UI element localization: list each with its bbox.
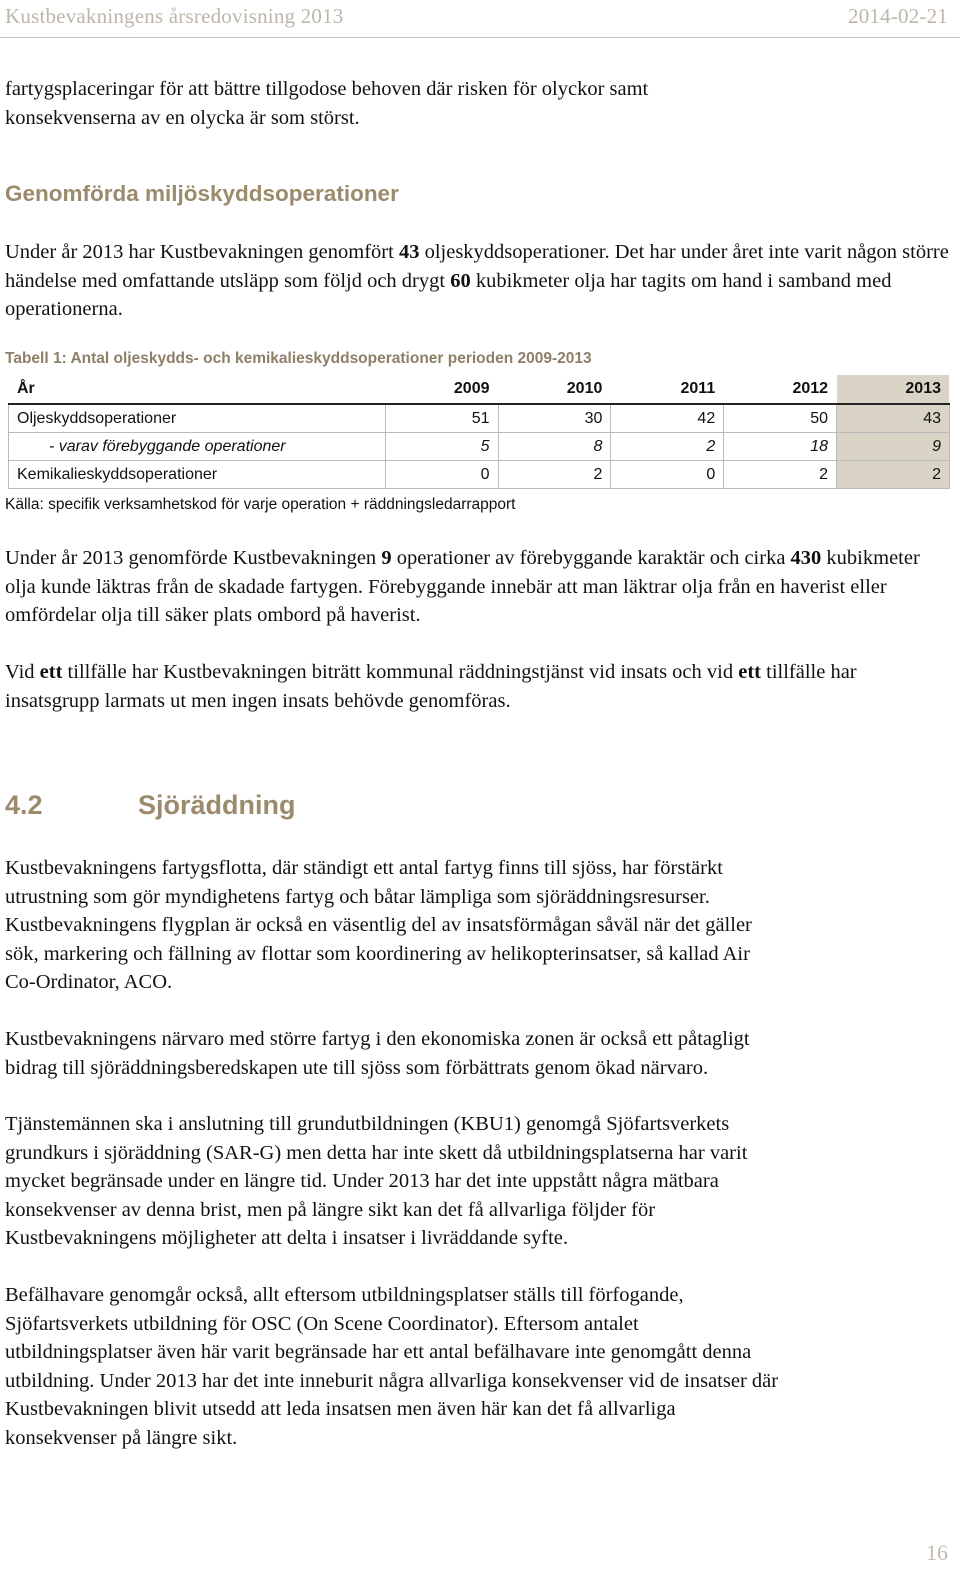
table-row <box>9 433 950 461</box>
section-heading: Genomförda miljöskyddsoperationer <box>5 181 399 206</box>
header-date: 2014-02-21 <box>848 4 948 28</box>
intro-line: konsekvenserna av en olycka är som störst. <box>5 106 360 129</box>
paragraph-preventive: Under år 2013 genomförde Kustbevakningen 9 operationer av förebyggande karaktär och cirka 430 kubikmeter olja kunde läktras från de skadade fartygen. Förebyggande innebär att man läktrar olja från en haverist eller omfördelar olja till säker plats ombord på haverist. <box>5 547 920 627</box>
cell: 51 <box>385 404 498 433</box>
header-title: Kustbevakningens årsredovisning 2013 <box>5 4 344 28</box>
cell: 30 <box>498 404 611 433</box>
row-label: - varav förebyggande operationer <box>9 433 386 461</box>
cell: 0 <box>611 461 724 489</box>
cell: 50 <box>724 404 837 433</box>
header-year: 2011 <box>611 375 724 405</box>
paragraph-fleet: Kustbevakningens fartygsflotta, där ständigt ett antal fartyg finns till sjöss, har förstärkt utrustning som gör myndighetens fartyg och båtar lämpliga som sjöräddningsresurser. Kustbevakningens flygplan är också en väsentlig del av insatsförmågan såväl när det gäller sök, markering och fällning av flottar som koordinering av helikopterinsatser, så kallad Air Co-Ordinator, ACO. <box>5 857 752 994</box>
header-divider <box>0 37 960 38</box>
paragraph-assistance: Vid ett tillfälle har Kustbevakningen biträtt kommunal räddningstjänst vid insats och vid ett tillfälle har insatsgrupp larmats ut men ingen insats behövde genomföras. <box>5 661 857 712</box>
header-year: 2009 <box>385 375 498 405</box>
cell: 43 <box>837 404 950 433</box>
row-label: Kemikalieskyddsoperationer <box>9 461 386 489</box>
paragraph-presence: Kustbevakningens närvaro med större fartyg i den ekonomiska zonen är också ett påtagligt bidrag till sjöräddningsberedskapen ute till sjöss som förbättrats genom ökad närvaro. <box>5 1028 750 1079</box>
cell: 2 <box>611 433 724 461</box>
header-year: 2012 <box>724 375 837 405</box>
cell: 8 <box>498 433 611 461</box>
header-year: 2010 <box>498 375 611 405</box>
table-caption: Tabell 1: Antal oljeskydds- och kemikalieskyddsoperationer perioden 2009-2013 <box>5 350 592 367</box>
intro-line: fartygsplaceringar för att bättre tillgodose behoven där risken för olyckor samt <box>5 78 649 100</box>
table-source: Källa: specifik verksamhetskod för varje operation + räddningsledarrapport <box>5 496 516 513</box>
count-lightered: 430 <box>790 547 822 569</box>
cell: 0 <box>385 461 498 489</box>
cell: 42 <box>611 404 724 433</box>
operations-table <box>8 374 950 489</box>
header-year: 2013 <box>837 375 950 405</box>
paragraph-operations: Under år 2013 har Kustbevakningen genomfört 43 oljeskyddsoperationer. Det har under året inte varit någon större händelse med omfattande utsläpp som följd och drygt 60 kubikmeter olja har tagits om hand i samband med operationerna. <box>5 241 949 321</box>
count-preventive: 9 <box>381 547 392 569</box>
paragraph-osc: Befälhavare genomgår också, allt eftersom utbildningsplatser ställs till förfogande, Sjöfartsverkets utbildning för OSC (On Scene Coordinator). Eftersom antalet utbildningsplatser även här varit begränsade har ett antal befälhavare inte genomgått denna utbildning. Under 2013 har det inte inneburit några allvarliga konsekvenser vid de insatser där Kustbevakningen blivit utsedd att leda insatsen men även här kan det få allvarliga konsekvenser på längre sikt. <box>5 1284 779 1449</box>
count-oil-operations: 43 <box>398 241 420 263</box>
table-row <box>9 404 950 433</box>
cell: 9 <box>837 433 950 461</box>
paragraph-training: Tjänstemännen ska i anslutning till grundutbildningen (KBU1) genomgå Sjöfartsverkets grundkurs i sjöräddning (SAR-G) men detta har inte skett då utbildningsplatserna har varit mycket begränsade under en längre tid. Under 2013 har det inte uppstått några mätbara konsekvenser av denna brist, men på längre sikt kan det få allvarliga följder för Kustbevakningens möjligheter att delta i insatser i livräddande syfte. <box>5 1113 748 1250</box>
row-label: Oljeskyddsoperationer <box>9 404 386 433</box>
header-label: År <box>9 375 386 405</box>
cell: 2 <box>837 461 950 489</box>
chapter-number: 4.2 <box>5 790 43 820</box>
intro-paragraph <box>5 75 950 132</box>
cell: 5 <box>385 433 498 461</box>
table-row <box>9 461 950 489</box>
chapter-title: Sjöräddning <box>138 790 296 820</box>
table-header-row <box>9 375 950 405</box>
cell: 2 <box>724 461 837 489</box>
cell: 2 <box>498 461 611 489</box>
count-cubic-meters: 60 <box>450 269 471 292</box>
cell: 18 <box>724 433 837 461</box>
page-number: 16 <box>926 1540 948 1565</box>
